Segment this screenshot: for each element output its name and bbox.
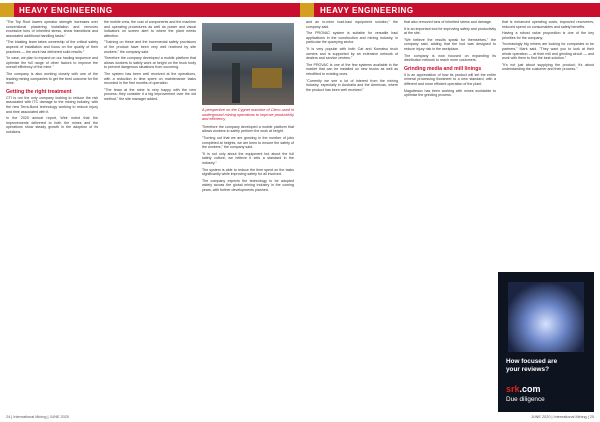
paragraph: Therefore the company developed a mobile platform that allows workers to safely work at height on the truck body to prevent dangerous situations from occurring. (104, 56, 196, 70)
left-column-2 (104, 20, 196, 409)
paragraph: and an in-mine load-haul equipment solution," the company said. (306, 20, 398, 29)
left-column-3 (202, 20, 294, 409)
ad-tagline: Due diligence (506, 396, 545, 403)
paragraph: The company is now focused on expanding its distribution network to reach more customers. (404, 53, 496, 63)
paragraph: Having a robust value proposition is one of the key priorities for the company. (502, 31, 594, 40)
left-section-title: HEAVY ENGINEERING (19, 5, 113, 15)
srk-advertisement[interactable] (498, 272, 594, 412)
srk-logo (506, 384, 541, 394)
paragraph: "The Top Roof lowers operator strength increases over conventional plastering installation and removes excessive tons of inherited stress, shear transitions and associated additional handling tasks." (6, 20, 98, 38)
paragraph: the mobile crew, the cost of components and the machine and operating procedures as well as power and visual indicators on screen alert to where the plant needs attention. (104, 20, 196, 38)
paragraph: "We believe the results speak for themselves," the company said, adding that the tool was designed to reduce injury risk in the workplace. (404, 37, 496, 51)
paragraph: "It is very popular with both Cat and Komatsu truck owners and is supported by an extensive network of dealers and service centres." (306, 46, 398, 61)
left-page-footer: 24 | International Mining | JUNE 2020 (6, 415, 69, 419)
right-header-bar (300, 3, 600, 17)
paragraph: The system has been well received at the operations, with a reduction in time spent on maintenance tasks recorded in the first months of operation. (104, 71, 196, 86)
left-columns (6, 20, 294, 409)
paragraph: It is an important tool for improving safety and productivity at the site. (404, 26, 496, 36)
paragraph: "The team at the mine is very happy with the new process; they consider it a big improvement over the old method," the site manager added. (104, 87, 196, 101)
left-header-bar (0, 3, 300, 17)
right-column-2 (404, 20, 496, 409)
mining-machine-photo (202, 23, 294, 105)
paragraph: "It is not only about the equipment but about the full safety culture; we believe it sets a standard in the industry." (202, 151, 294, 165)
photo-caption: A perspective on the Cygnet machine of Cleco used in underground mining operations to improve productivity and efficiency (202, 108, 294, 122)
subheading: Grinding media and mill linings (404, 65, 482, 72)
paragraph: "Currently we see a lot of interest from the mining industry, especially in Australia and the Americas, where the product has been well received." (306, 78, 398, 92)
right-column-1 (306, 20, 398, 409)
paragraph: that is enhanced operating costs, improved recoveries, reduced spend on consumables and safety benefits. (502, 20, 594, 29)
header-accent-square (0, 3, 14, 17)
left-column-1 (6, 20, 98, 409)
paragraph: The PROVAC is one of the few systems available in the market that can be installed on new trucks as well as retrofitted to existing ones. (306, 62, 398, 76)
paragraph: Therefore the company developed a mobile platform that allows workers to safely perform the work at height. (202, 124, 294, 134)
ad-headline (506, 358, 586, 373)
paragraph: The company is also working closely with one of the leading mining companies to get the best outcome for the mine. (6, 71, 98, 86)
paragraph: The company expects the technology to be adopted widely across the global mining industry in the coming years, with further developments planned. (202, 178, 294, 192)
paragraph: The PROVAC system is suitable for versatile haul applications in the construction and mining industry, in particular the quarrying sector. (306, 31, 398, 45)
right-section-title: HEAVY ENGINEERING (320, 5, 414, 15)
header-accent-square (300, 3, 314, 17)
paragraph: that also removed tons of inherited stress and damage. (404, 20, 492, 24)
paragraph: "Training on these and the incremental safety provisions of the product have been very well received by site workers," the company said. (104, 40, 196, 54)
paragraph: In the 2020 annual report, Weir noted that the improvements delivered to both the mines and the operations show steady growth in the adoption of its solutions. (6, 116, 98, 134)
paragraph: "It's not just about supplying the product; it's about understanding the customer and their process." (502, 62, 594, 72)
ad-headline-line1: How focused are (506, 358, 558, 365)
paragraph: "Turning out that we are growing in the number of jobs completed at heights, we are keen to ensure the safety of the workers," the company said. (202, 135, 294, 150)
paragraph: "Increasingly big miners are looking for companies to be partners," Mark said. "They want you to look at their whole operation — at their mill and grinding circuit — and work with them to find the best solution." (502, 42, 594, 61)
paragraph: "The blasting team takes ownership of the critical safety aspects of installation and focus on the quality of their practices — the work has delivered solid results." (6, 40, 98, 54)
paragraph: Magotteaux has been working with mines worldwide to optimise the grinding process. (404, 88, 496, 98)
paragraph: It is an appreciation of how its product will set the entire mineral processing flowsheet to a new standard, with a different and more efficient operation of the plant. (404, 72, 496, 86)
srk-logo-mark: srk (506, 384, 520, 394)
paragraph: "In case, we plan to expand on our hauling sequence and optimise the full range of other factors to improve the overall efficiency of the mine." (6, 56, 98, 70)
ad-headline-line2: your reviews? (506, 365, 549, 373)
srk-logo-domain: .com (519, 384, 541, 394)
right-page-footer: JUNE 2020 | International Mining | 25 (531, 415, 594, 419)
right-page (300, 0, 600, 422)
paragraph: CTI is not the only company looking to reduce the risk associated with ITC damage to the mining industry, with the new Terra-Bond technology working to reduce injury and time associated with it. (6, 95, 98, 114)
subheading: Getting the right treatment (6, 88, 72, 95)
paragraph: The system is able to reduce the time spent on the tasks significantly while improving safety for all involved. (202, 167, 294, 177)
ad-spotlight-image (508, 282, 584, 352)
